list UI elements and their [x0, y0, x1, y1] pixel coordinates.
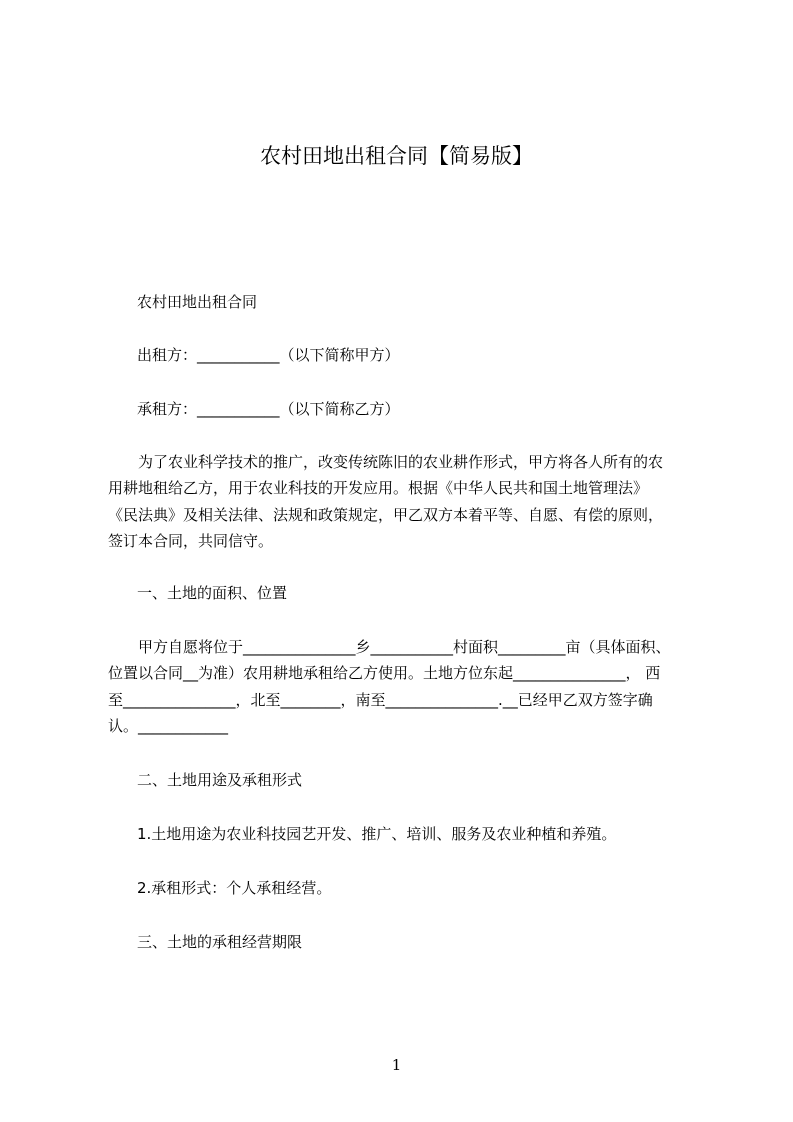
intro-line-3: 《民法典》及相关法律、法规和政策规定，甲乙双方本着平等、自愿、有偿的原则，: [108, 505, 664, 524]
section-1-line-1: 甲方自愿将位于_______________乡___________村面积_________亩（具体面积、: [138, 638, 671, 656]
section-1-line-2: 位置以合同__为准）农用耕地承租给乙方使用。土地方位东起_______________， 西: [108, 664, 661, 683]
lessee-line: 承租方：___________（以下简称乙方）: [137, 400, 400, 418]
intro-paragraph: [108, 449, 708, 554]
document-title: 农村田地出租合同【简易版】: [260, 144, 533, 168]
section-1-heading: 一、土地的面积、位置: [137, 584, 288, 602]
section-2-item-2: 2.承租形式：个人承租经营。: [137, 879, 332, 897]
section-2-item-1: 1.土地用途为农业科技园艺开发、推广、培训、服务及农业种植和养殖。: [137, 825, 617, 843]
intro-line-1: 为了农业科学技术的推广，改变传统陈旧的农业耕作形式，甲方将各人所有的农: [138, 453, 664, 471]
section-2-heading: 二、土地用途及承租形式: [137, 771, 303, 789]
lessor-line: 出租方：___________（以下简称甲方）: [137, 346, 400, 364]
contract-subtitle: 农村田地出租合同: [137, 293, 258, 311]
section-1-line-3: 至_______________，北至________，南至_______________.__已经甲乙双方签字确: [108, 690, 653, 709]
page-number: 1: [391, 1056, 402, 1074]
section-3-heading: 三、土地的承租经营期限: [137, 933, 303, 951]
section-1-line-4: 认。____________: [108, 716, 229, 735]
intro-line-2: 用耕地租给乙方，用于农业科技的开发应用。根据《中华人民共和国土地管理法》: [108, 479, 649, 498]
section-1-paragraph: [108, 634, 708, 739]
intro-line-4: 签订本合同，共同信守。: [108, 531, 274, 550]
